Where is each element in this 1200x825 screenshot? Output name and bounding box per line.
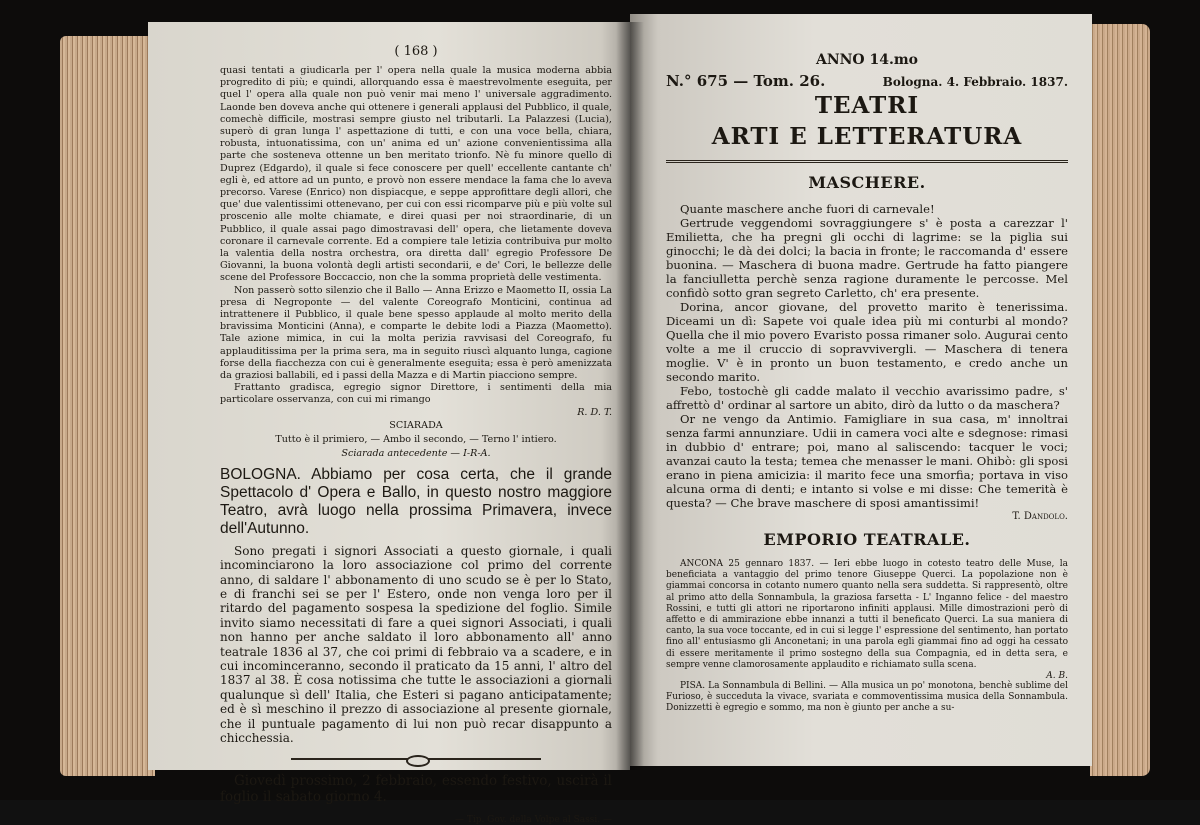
masthead-rule <box>666 160 1068 163</box>
sciarada-line: Tutto è il primiero, — Ambo il secondo, — Terno l' intiero. <box>275 433 557 445</box>
page-edges-left <box>60 36 155 776</box>
ballo-paragraph: Non passerò sotto silenzio che il Ballo — Anna Erizzo e Maometto II, ossia La presa di Negroponte — del valente Coreografo Monticini, continua ad intrattenere il Pubblico, il quale bene spesso applaude al molto merito della bravissima Monticini (Anna), e comparte le debite lodi a Piazza (Maometto). Tale azione mimica, in cui la molta perizia ravvisasi del Coreografo, fu applauditissima per la prima sera, ma in seguito riuscì alquanto lunga, cagione forse della fiacchezza con cui è generalmente eseguita; essa è però amenizzata da graziosi ballabili, ed i passi della Mazza e di Martin piacciono sempre. <box>220 284 612 382</box>
section-heading-maschere: MASCHERE. <box>808 173 926 192</box>
bologna-announcement: BOLOGNA. Abbiamo per cosa certa, che il grande Spettacolo d' Opera e Ballo, in questo nostro maggiore Teatro, avrà luogo nella prossima Primavera, invece dell'Autunno. <box>220 465 612 537</box>
maschere-paragraph: Gertrude veggendomi sovraggiungere s' è posta a carezzar l' Emilietta, che ha pregni gli occhi di lagrime: se la piglia sui ginocchi; le dà dei dolci; la bacia in fronte; le raccomanda d' essere buonina. — Maschera di buona madre. Gertrude ha fatto piangere la fanciulletta perchè senza ragione duramente le percosse. Mel confidò sotto gran segreto Carletto, ch' era presente. <box>666 216 1068 300</box>
right-page <box>630 14 1092 766</box>
printer-line: — Tip. Gov. della Volpe al Sassi. — <box>454 815 612 825</box>
closing-paragraph: Frattanto gradisca, egregio signor Direttore, i sentimenti della mia particolare osservanza, con cui mi rimango <box>220 382 612 406</box>
page-number: ( 168 ) <box>394 44 438 59</box>
year-label: ANNO 14.mo <box>815 52 919 68</box>
ornament-divider <box>291 755 541 763</box>
masthead-subtitle: ARTI E LETTERATURA <box>711 123 1023 150</box>
maschere-paragraph: Febo, tostochè gli cadde malato il vecchio avarissimo padre, s' affrettò d' ordinar al sartore un abito, dirò da lutto o da maschera? <box>666 384 1068 412</box>
right-page-content <box>666 52 1068 715</box>
publication-notice: Giovedì prossimo, 2 febbraio, essendo festivo, uscirà il foglio il sabato giorno 4. <box>220 773 612 806</box>
subscribers-notice: Sono pregati i signori Associati a questo giornale, i quali incominciarono la loro associazione col primo del corrente anno, di saldare l' abbonamento di uno scudo se è per lo Stato, e di franchi sei se per l' Estero, onde non venga loro per il ritardo del pagamento sospesa la spedizione del foglio. Simile invito siamo necessitati di fare a quei signori Associati, i quali non hanno per anche saldato il loro abbonamento all' anno teatrale 1836 al 37, che coi primi di febbraio va a scadere, e in cui incominceranno, secondo il praticato da 15 anni, l' altro del 1837 al 38. È cosa notissima che tutte le associazioni a giornali qualunque sì dell' Italia, che Esteri si pagano anticipatamente; ed è sì meschino il prezzo di associazione al presente giornale, che il puntuale pagamento di lui non può recar disappunto a chicchessia. <box>220 543 612 745</box>
emporio-signature: A. B. <box>1046 671 1068 682</box>
book-gutter <box>616 22 644 770</box>
issue-number: N.° 675 — Tom. 26. <box>666 72 826 90</box>
maschere-paragraph: Quante maschere anche fuori di carnevale! <box>680 202 935 216</box>
masthead-title: TEATRI <box>814 92 920 119</box>
dateline <box>666 72 1068 90</box>
signature: R. D. T. <box>577 406 612 418</box>
section-heading-emporio: EMPORIO TEATRALE. <box>763 530 971 549</box>
maschere-paragraph: Or ne vengo da Antimio. Famigliare in sua casa, m' innoltrai senza farmi annunziare. Udii in camera voci alte e sdegnose: rimasi in dubbio d' entrare; poi, mano al saliscendo: tacquer le voci; avanzai cauto la testa; temea che menasser le mani. Ohibò: gli sposi erano in piena amicizia: il marito fece una smorfia; portava in viso alcuna orma di denti; e intanto si volse e mi disse: Che temerità è questa? — Che brave maschere di sposi amantissimi! <box>666 412 1068 510</box>
issue-date: Bologna. 4. Febbraio. 1837. <box>882 75 1068 89</box>
sciarada-title: SCIARADA <box>389 419 443 431</box>
review-paragraph: quasi tentati a giudicarla per l' opera nella quale la musica moderna abbia progredito di più; e quindi, allorquando essa è maestrevolmente eseguita, per quel l' opera alla quale non può venir mai meno l' universale aggradimento. Laonde ben doveva anche qui ottenere i generali applausi del Pubblico, il quale, comechè difficile, mostrasi sempre giusto nel tributarli. La Palazzesi (Lucia), superò di gran lunga l' aspettazione di tutti, e con una voce bella, chiara, robusta, intuonatissima, con un' anima ed un' azione convenientissima alla parte che sosteneva ottenne un ben meritato trionfo. Nè fu minore quello di Duprez (Edgardo), il quale si fece conoscere per quell' eccellente cantante ch' egli è, ed attore ad un punto, e provò non essere mendace la fama che lo aveva precorso. Varese (Enrico) non dispiacque, e seppe approfittare degli allori, che que' due valentissimi ottenevano, per cui con essi ricomparve più e più volte sul proscenio alle molte chiamate, e direi quasi per noi straordinarie, di un Pubblico, il quale assai pago dimostravasi dell' opera, che lietamente doveva coronare il carnevale corrente. Ed a compiere tale letizia contribuiva pur molto la valentia della nostra orchestra, ora diretta dall' egregio Professore De Giovanni, la buona volontà degli artisti secondarii, e de' Cori, le bellezze delle scene del Professore Boccaccio, non che la somma proprietà delle vestimenta. <box>220 65 612 284</box>
open-book <box>60 14 1150 825</box>
author-signature: T. Dandolo. <box>1012 511 1068 522</box>
sciarada-answer: Sciarada antecedente — I-R-A. <box>341 447 491 459</box>
left-page-content <box>220 44 612 825</box>
emporio-ancona: ANCONA 25 gennaro 1837. — Ieri ebbe luogo in cotesto teatro delle Muse, la beneficiata a vantaggio del primo tenore Giuseppe Querci. La popolazione non è giammai concorsa in cotanto numero quanto nella sera suddetta. Si rappresentò, oltre al primo atto della Sonnambula, la graziosa farsetta - L' Inganno felice - del maestro Rossini, e tutti gli attori ne riportarono infiniti applausi. Mille dimostrazioni però di affetto e di ammirazione ebbe innanzi a tutti il beneficato Querci. La sua maniera di canto, la sua voce toccante, ed in cui si legge l' espressione del sentimento, han portato fino all' entusiasmo gli Anconetani; in una parola egli giammai fino ad oggi ha cessato di essere meritamente il primo sostegno della sua Compagnia, ed in detta sera, e sempre venne clamorosamente applaudito e richiamato sulla scena. <box>666 559 1068 670</box>
page-edges-right <box>1090 24 1150 776</box>
left-page <box>148 22 630 825</box>
emporio-pisa: PISA. La Sonnambula di Bellini. — Alla musica un po' monotona, benchè sublime del Furioso, è succeduta la vivace, svariata e commoventissima musica della Sonnambula. Donizzetti è egregio e sommo, ma non è giunto per anche a su- <box>666 681 1068 714</box>
maschere-paragraph: Dorina, ancor giovane, del provetto marito è tenerissima. Diceami un dì: Sapete voi quale idea più mi conturbi al mondo? Quella che il mio povero Evaristo possa rimaner solo. Augurai cento volte a me il cruccio di sopravvivergli. — Maschera di tenera moglie. V' è in pronto un buon testamento, e credo anche un secondo marito. <box>666 300 1068 384</box>
